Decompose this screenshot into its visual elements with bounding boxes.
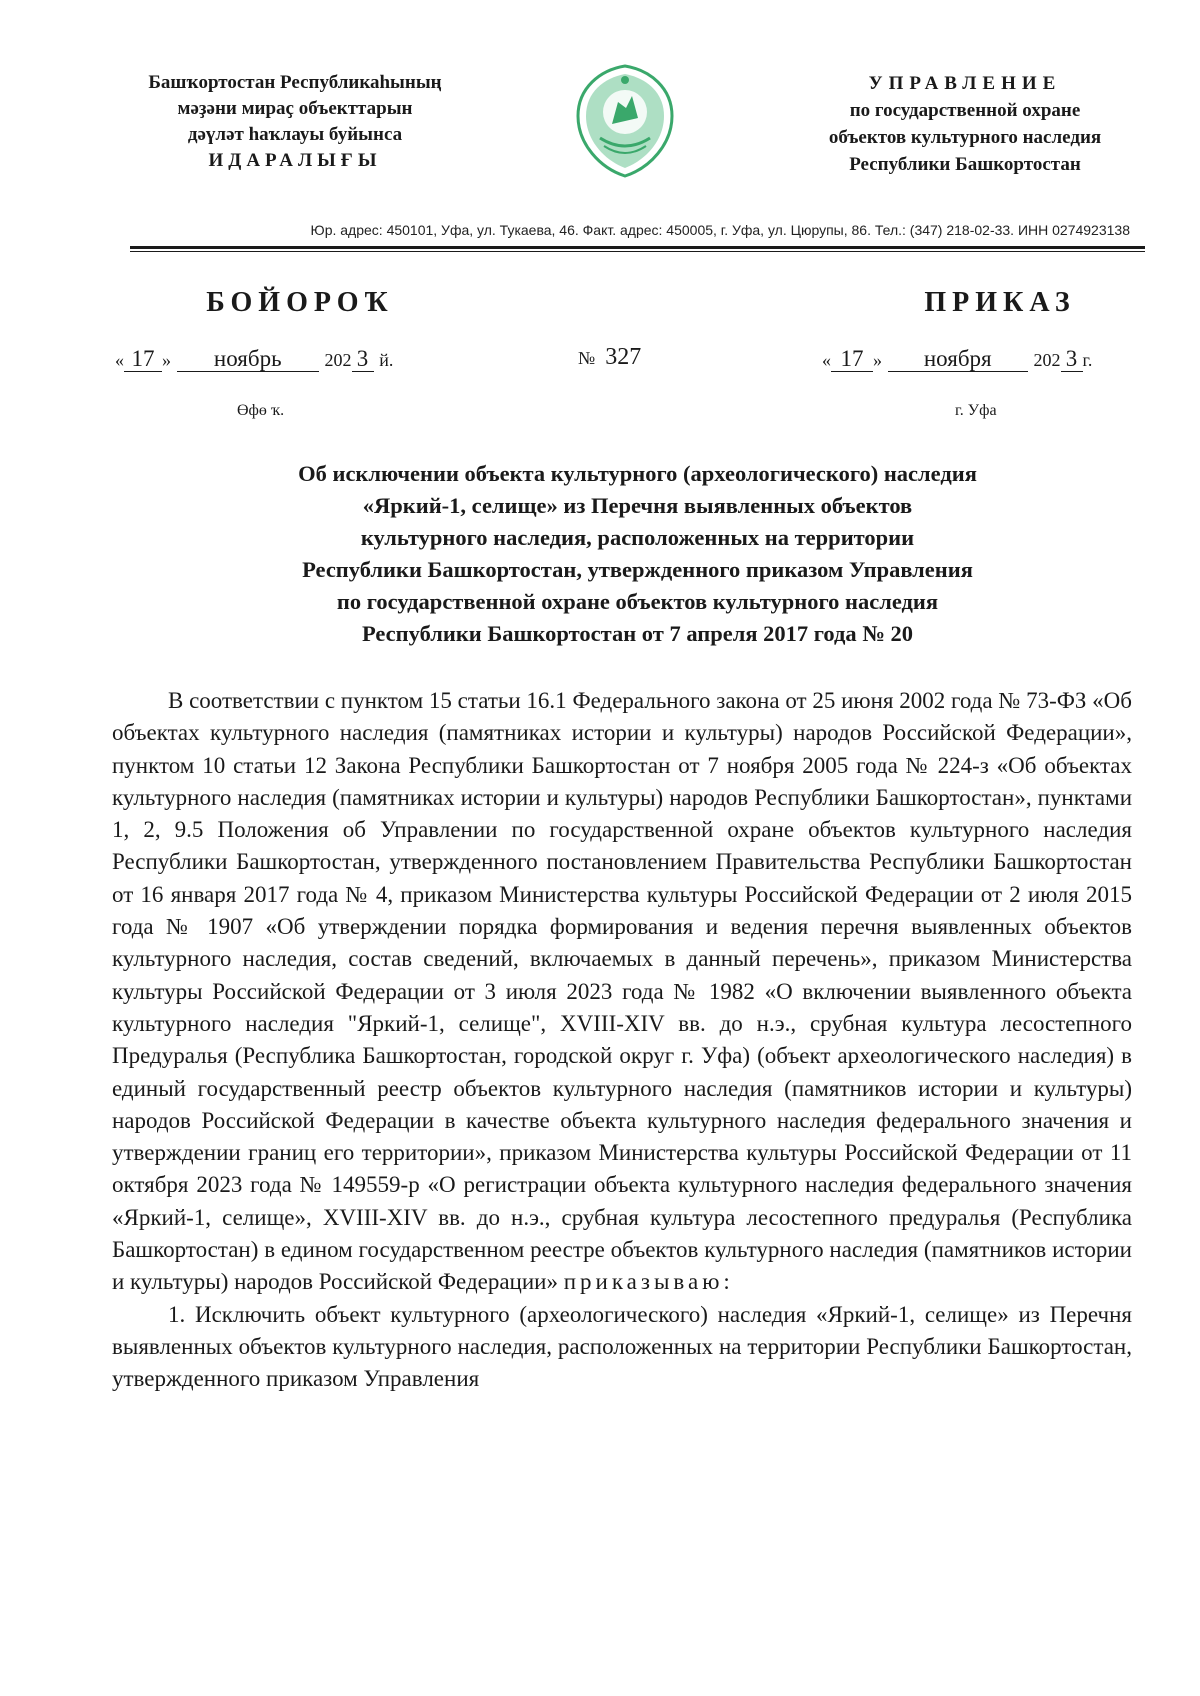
date-left-year-prefix: 202 bbox=[324, 350, 352, 370]
title-line-3: культурного наследия, расположенных на территории bbox=[360, 525, 915, 550]
header-divider-thin bbox=[130, 251, 1145, 252]
title-line-4: Республики Башкортостан, утвержденного приказом Управления bbox=[302, 557, 973, 582]
date-right-year-prefix: 202 bbox=[1033, 350, 1061, 370]
header-russian-agency bbox=[780, 70, 1150, 178]
title-line-1: Об исключении объекта культурного (археологического) наследия bbox=[298, 461, 977, 486]
date-right-open-quote: « bbox=[822, 350, 831, 370]
city-bashkir: Өфө ҡ. bbox=[237, 402, 285, 419]
date-right-month: ноября bbox=[888, 347, 1028, 372]
date-left-year-digit: 3 bbox=[352, 347, 374, 372]
number-value: 327 bbox=[605, 344, 642, 370]
header-left-line-3: дәүләт һаҡлауы буйынса bbox=[187, 124, 403, 145]
header-left-line-1: Башҡортостан Республикаһының bbox=[148, 72, 442, 93]
date-right-suffix: г. bbox=[1082, 350, 1093, 370]
order-body bbox=[112, 685, 1132, 1396]
date-left-month: ноябрь bbox=[177, 347, 319, 372]
header-right-line-4: Республики Башкортостан bbox=[849, 154, 1081, 175]
date-left-open-quote: « bbox=[115, 350, 124, 370]
address-line: Юр. адрес: 450101, Уфа, ул. Тукаева, 46. Факт. адрес: 450005, г. Уфа, ул. Цюрупы, 86. Тел.: (347) 218-02-33. ИНН 0274923138 bbox=[310, 222, 1130, 238]
header-right-line-3: объектов культурного наследия bbox=[828, 127, 1102, 148]
date-bashkir bbox=[115, 346, 393, 372]
header-bashkir-agency bbox=[105, 70, 485, 174]
item-1-paragraph: 1. Исключить объект культурного (археологического) наследия «Яркий-1, селище» из Перечня выявленных объектов культурного наследия, расположенных на территории Республики Башкортостан, утвержденного приказом Управления bbox=[112, 1301, 1132, 1392]
order-word: приказываю: bbox=[563, 1269, 734, 1295]
header-right-line-2: по государственной охране bbox=[849, 100, 1081, 121]
preamble-text: В соответствии с пунктом 15 статьи 16.1 Федерального закона от 25 июня 2002 года № 73-ФЗ «Об объектах культурного наследия (памятниках истории и культуры) народов Российской Федерации», пунктом 10 статьи 12 Закона Республики Башкортостан от 7 ноября 2005 года № 224-з «Об объектах культурного наследия (памятниках истории и культуры) народов Республики Башкортостан», пунктами 1, 2, 9.5 Положения об Управлении по государственной охране объектов культурного наследия Республики Башкортостан, утвержденного постановлением Правительства Республики Башкортостан от 16 января 2017 года № 4, приказом Министерства культуры Российской Федерации от 2 июля 2015 года № 1907 «Об утверждении порядка формирования и ведения перечня выявленных объектов культурного наследия, состав сведений, включаемых в данный перечень», приказом Министерства культуры Российской Федерации от 3 июля 2023 года № 1982 «О включении выявленного объекта культурного наследия "Яркий-1, селище", XVIII-XIV вв. до н.э., срубная культура лесостепного Предуралья (Республика Башкортостан, городской округ г. Уфа) (объект археологического наследия) в единый государственный реестр объектов культурного наследия (памятников истории и культуры) народов Российской Федерации в качестве объекта культурного наследия федерального значения и утверждении границ его территории», приказом Министерства культуры Российской Федерации от 11 октября 2023 года № 149559-р «О регистрации объекта культурного наследия федерального значения «Яркий-1, селище», XVIII-XIV вв. до н.э., срубная культура лесостепного предуралья (Республика Башкортостан) в едином государственном реестре объектов культурного наследия (памятников истории и культуры) народов Российской Федерации» bbox=[112, 688, 1132, 1295]
header-right-line-1: УПРАВЛЕНИЕ bbox=[868, 73, 1062, 94]
order-number bbox=[578, 344, 641, 371]
title-line-5: по государственной охране объектов культурного наследия bbox=[336, 589, 939, 614]
number-sign: № bbox=[578, 348, 596, 368]
date-left-day: 17 bbox=[124, 347, 162, 372]
header-left-line-2: мәҙәни мираҫ объекттарын bbox=[177, 98, 413, 119]
title-line-2: «Яркий-1, селище» из Перечня выявленных объектов bbox=[362, 493, 913, 518]
date-right-year-digit: 3 bbox=[1061, 347, 1083, 372]
date-right-close-quote: » bbox=[873, 350, 882, 370]
date-left-close-quote: » bbox=[162, 350, 171, 370]
city-russian: г. Уфа bbox=[955, 402, 997, 419]
doc-type-bashkir: БОЙОРОҠ bbox=[206, 287, 394, 318]
title-line-6: Республики Башкортостан от 7 апреля 2017 года № 20 bbox=[361, 621, 914, 646]
coat-of-arms-icon bbox=[570, 62, 680, 180]
header-left-line-4: ИДАРАЛЫҒЫ bbox=[208, 150, 382, 171]
header-divider-thick bbox=[130, 246, 1145, 249]
preamble-paragraph bbox=[112, 685, 1132, 1299]
doc-type-russian: ПРИКАЗ bbox=[924, 287, 1076, 318]
order-title bbox=[130, 458, 1145, 650]
date-russian bbox=[822, 346, 1092, 372]
date-right-day: 17 bbox=[831, 347, 873, 372]
date-left-suffix: й. bbox=[379, 350, 394, 370]
